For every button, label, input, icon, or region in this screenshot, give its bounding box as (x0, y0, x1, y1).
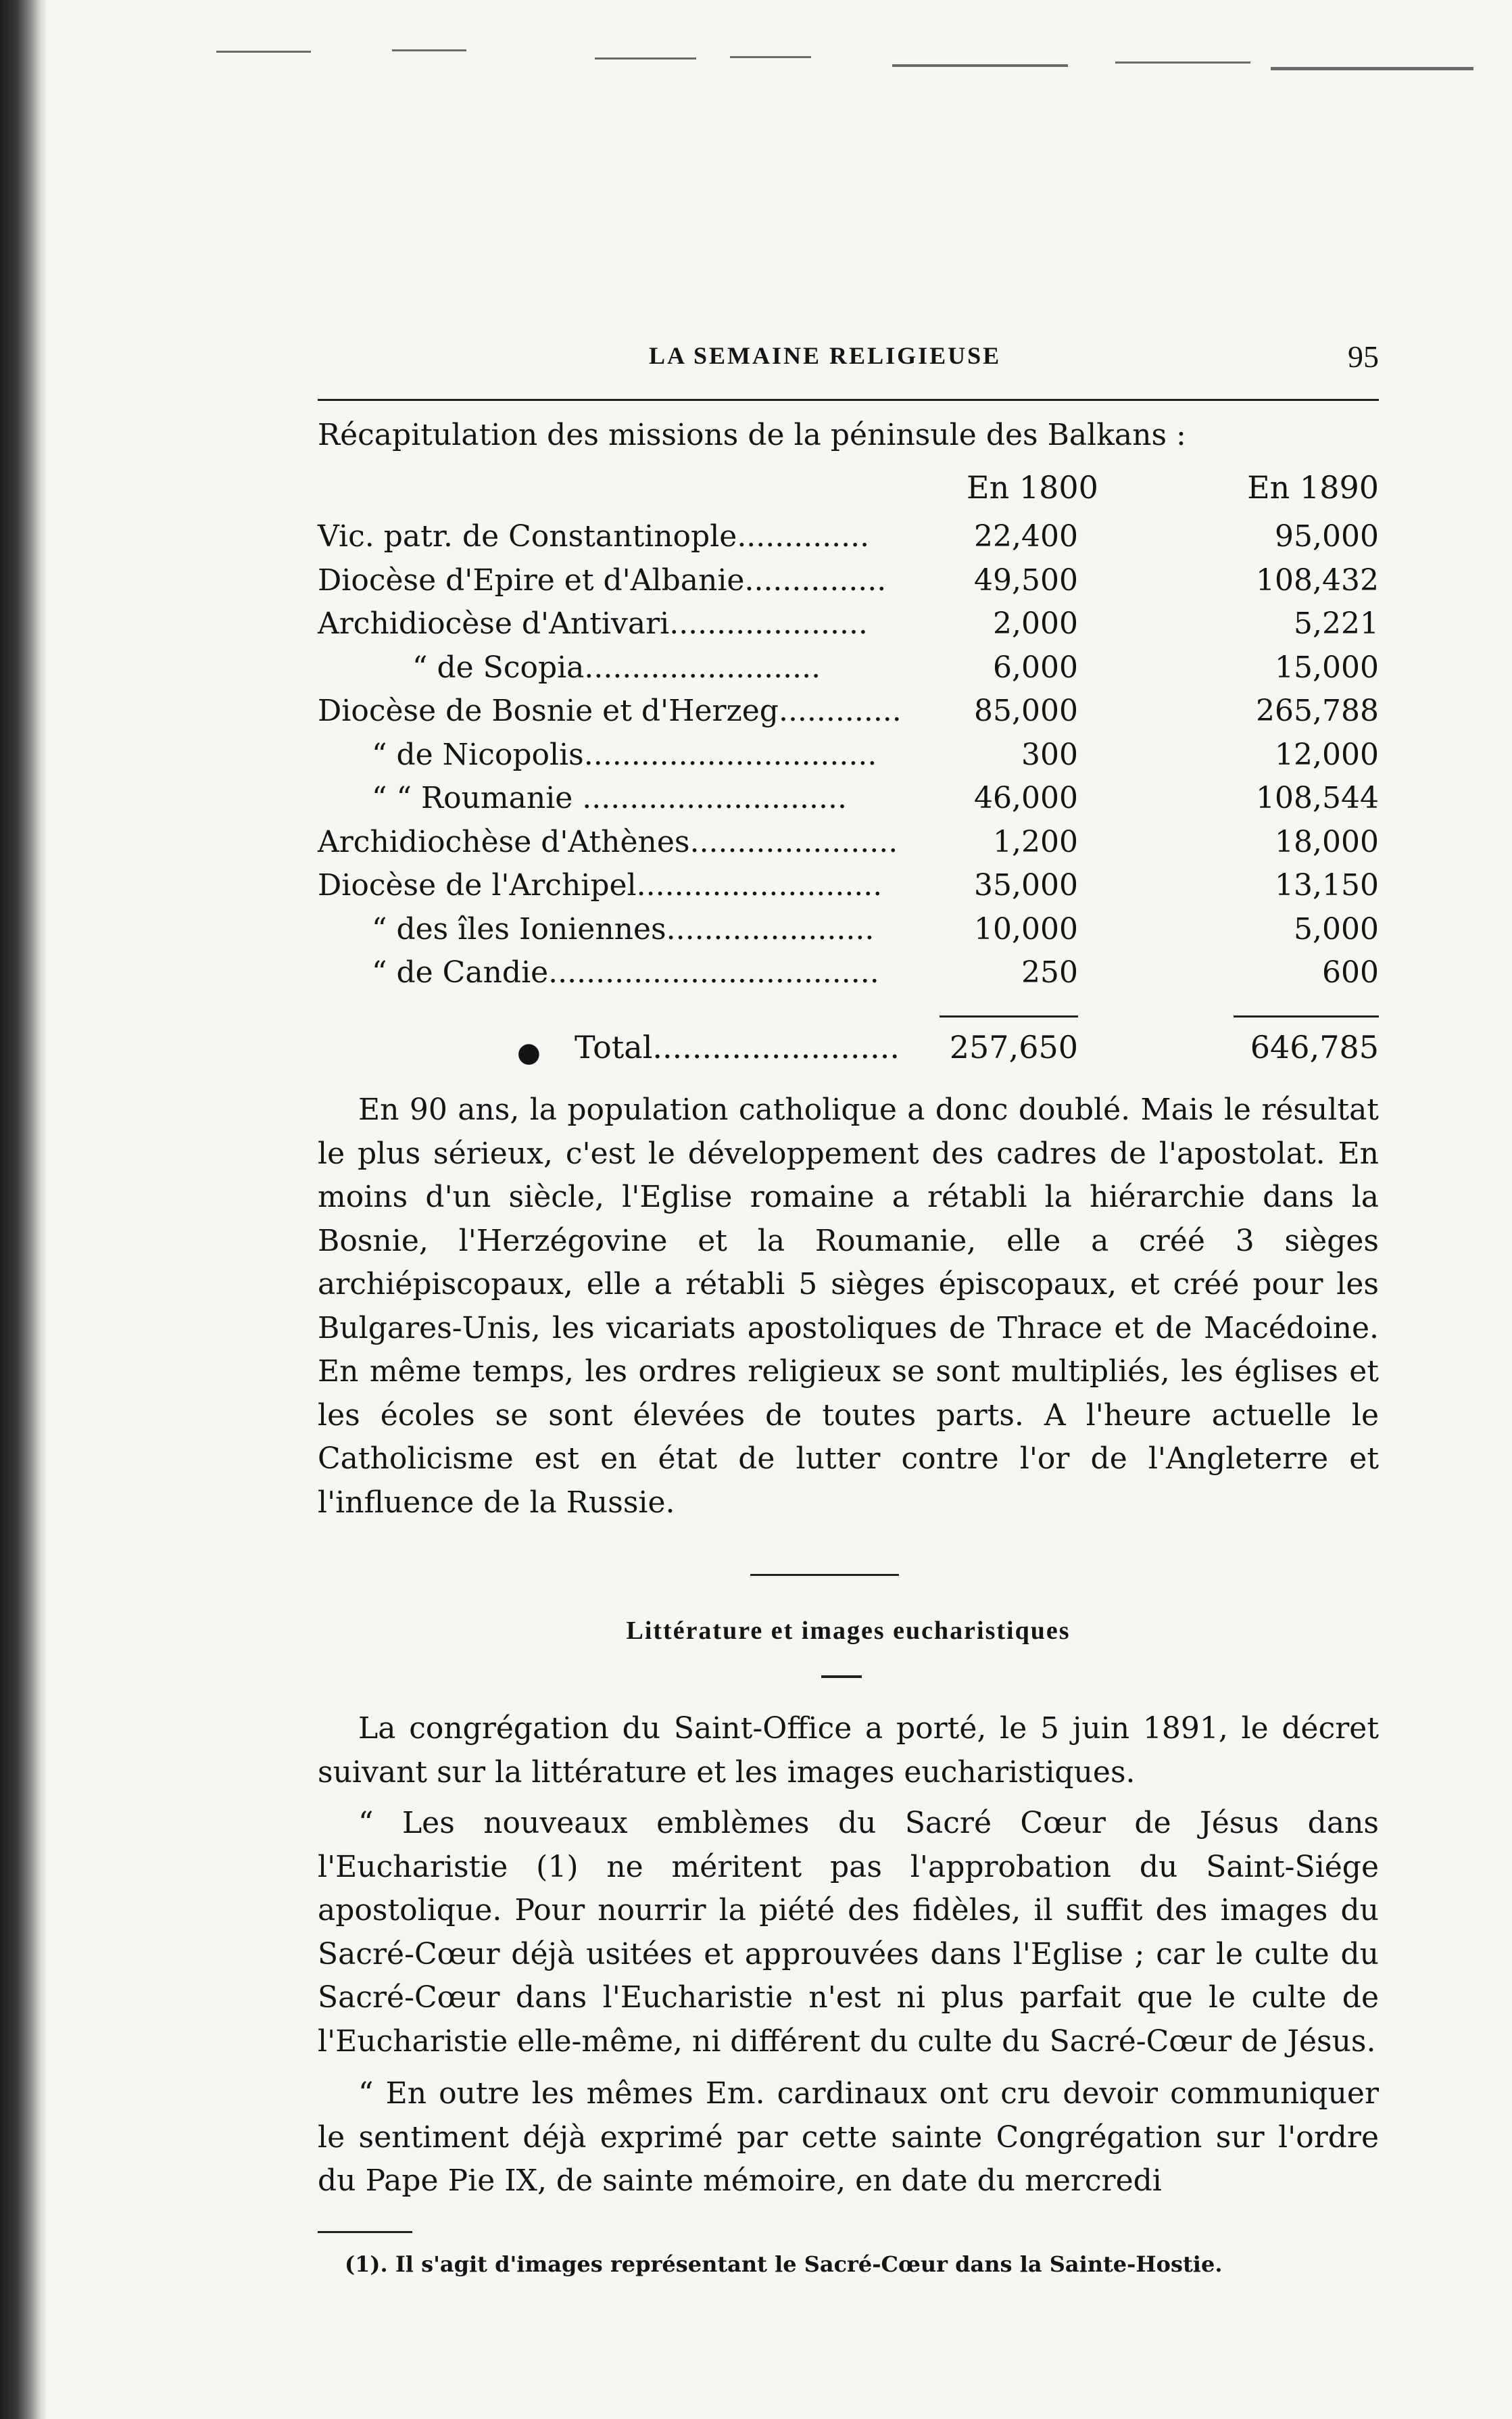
section-separator (750, 1574, 899, 1576)
paragraph-cardinaux: “ En outre les mêmes Em. cardinaux ont cru devoir communiquer le sentiment déjà exprimé par cette sainte Congrégation sur l'ordre du Pape Pie IX, de sainte mémoire, en date du mercredi (318, 2076, 1379, 2198)
document-page (318, 0, 1379, 2419)
row-label: “ de Nicopolis............................... (372, 737, 877, 772)
value-1800: 10,000 (974, 911, 1078, 947)
total-1800: 257,650 (949, 1029, 1078, 1065)
running-head (318, 341, 1379, 382)
running-head-title: LA SEMAINE RELIGIEUSE (649, 342, 1002, 369)
title-underline (821, 1675, 862, 1678)
sum-rule-1890 (1234, 1015, 1379, 1017)
value-1800: 22,400 (974, 519, 1078, 554)
row-label: “ de Candie................................... (372, 955, 879, 990)
table-row (318, 825, 1379, 869)
sum-rule-1800 (940, 1015, 1078, 1017)
table-row (318, 563, 1379, 607)
book-binding-edge (0, 0, 47, 2419)
value-1800: 6,000 (993, 650, 1078, 685)
missions-table (318, 519, 1379, 999)
table-row (318, 694, 1379, 738)
value-1800: 46,000 (974, 781, 1078, 815)
value-1800: 49,500 (974, 562, 1078, 598)
row-label: “ des îles Ioniennes...................... (372, 911, 875, 947)
table-row (318, 912, 1379, 956)
value-1890: 95,000 (1275, 519, 1379, 554)
table-intro: Récapitulation des missions de la péninsule des Balkans : (318, 418, 1186, 452)
value-1800: 300 (1021, 737, 1078, 772)
row-label: Archidiocèse d'Antivari..................... (318, 606, 868, 641)
row-label: Diocèse d'Epire et d'Albanie............... (318, 562, 887, 598)
value-1890: 18,000 (1275, 824, 1379, 859)
paragraph-emblemes: “ Les nouveaux emblèmes du Sacré Cœur de Jésus dans l'Eucharistie (1) ne méritent pas l'approbation du Saint-Siége apostolique. Pour nourrir la piété des fidèles, il suffit des images du Sacré-Cœur déjà usitées et approuvées dans l'Eglise ; car le culte du Sacré-Cœur dans l'Eucharistie n'est ni plus parfait que le culte de l'Eucharistie elle-même, ni différent du culte du Sacré-Cœur de Jésus. (318, 1806, 1379, 2059)
value-1890: 13,150 (1275, 868, 1379, 903)
column-header-1890: En 1890 (1247, 469, 1379, 506)
page-number: 95 (1348, 339, 1379, 374)
total-row (318, 1029, 1379, 1070)
paragraph-decret: La congrégation du Saint-Office a porté, le 5 juin 1891, le décret suivant sur la littérature et les images eucharistiques. (318, 1711, 1379, 1790)
footnote: (1). Il s'agit d'images représentant le Sacré-Cœur dans la Sainte-Hostie. (345, 2251, 1223, 2277)
table-row (318, 955, 1379, 999)
value-1800: 35,000 (974, 868, 1078, 903)
table-row (318, 781, 1379, 825)
total-1890: 646,785 (1250, 1029, 1379, 1065)
value-1890: 12,000 (1275, 737, 1379, 772)
value-1800: 2,000 (993, 606, 1078, 641)
paragraph-apostolat: En 90 ans, la population catholique a donc doublé. Mais le résultat le plus sérieux, c'est le développement des cadres de l'apostolat. En moins d'un siècle, l'Eglise romaine a rétabli la hiérarchie dans la Bosnie, l'Herzégovine et la Roumanie, elle a créé 3 sièges archiépiscopaux, elle a rétabli 5 sièges épiscopaux, et créé pour les Bulgares-Unis, les vicariats apostoliques de Thrace et de Macédoine. En même temps, les ordres religieux se sont multipliés, les églises et les écoles se sont élevées de toutes parts. A l'heure actuelle le Catholicisme est en état de lutter contre l'or de l'Angleterre et l'influence de la Russie. (318, 1093, 1379, 1520)
row-label: Diocèse de l'Archipel.......................... (318, 868, 883, 903)
value-1890: 15,000 (1275, 650, 1379, 685)
row-label: Archidiochèse d'Athènes...................... (318, 824, 898, 859)
footnote-rule (318, 2231, 412, 2233)
value-1890: 600 (1322, 955, 1379, 990)
value-1890: 5,000 (1294, 911, 1379, 947)
row-label: “ de Scopia......................... (412, 650, 821, 685)
row-label: Vic. patr. de Constantinople.............. (318, 519, 870, 554)
table-row (318, 650, 1379, 694)
table-row (318, 738, 1379, 782)
row-label: “ “ Roumanie ............................ (372, 781, 847, 815)
table-row (318, 606, 1379, 650)
header-rule (318, 399, 1379, 401)
value-1890: 5,221 (1294, 606, 1379, 641)
value-1800: 1,200 (993, 824, 1078, 859)
column-header-1800: En 1800 (967, 469, 1098, 506)
value-1890: 108,432 (1256, 562, 1379, 598)
total-label: ● Total......................... (517, 1029, 900, 1068)
value-1800: 250 (1021, 955, 1078, 990)
section-title: Littérature et images eucharistiques (626, 1616, 1071, 1645)
table-row (318, 868, 1379, 912)
table-row (318, 519, 1379, 563)
value-1890: 108,544 (1256, 781, 1379, 815)
value-1890: 265,788 (1256, 694, 1379, 728)
row-label: Diocèse de Bosnie et d'Herzeg............. (318, 694, 902, 728)
value-1800: 85,000 (974, 694, 1078, 728)
